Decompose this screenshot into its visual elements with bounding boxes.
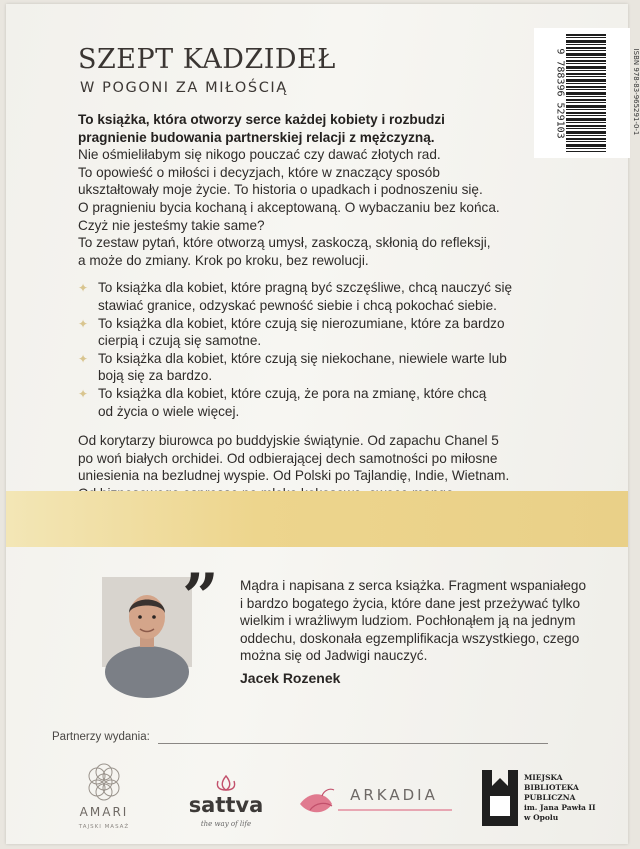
testimonial-quote [240,577,610,665]
lead-line: To książka, która otworzy serce każdej kobiety i rozbudzi [78,112,445,127]
star-bullet-icon: ✦ [78,386,89,401]
quote-line: Mądra i napisana z serca książka. Fragment wspaniałego [240,578,587,593]
list-item-line: od życia o wiele więcej. [98,403,240,419]
sattva-name: sattva [188,793,264,817]
library-line: im. Jana Pawła II [524,803,596,812]
list-item-line: To książka dla kobiet, które czują, że pora na zmianę, które chcą [98,385,487,401]
arkadia-name: ARKADIA [350,786,438,804]
list-item-line: cierpią i czują się samotne. [98,333,262,349]
list-item [78,350,558,385]
book-title: SZEPT KADZIDEŁ [78,44,336,75]
intro-line: O pragnieniu bycia kochaną i akceptowaną. O wybaczaniu bez końca. [78,199,500,215]
intro-line: a może do zmiany. Krok po kroku, bez rewolucji. [78,252,369,268]
barcode-bars [566,34,606,152]
list-item-line: To książka dla kobiet, które czują się nierozumiane, które za bardzo [98,315,505,331]
journey-line: Od korytarzy biurowca po buddyjskie świątynie. Od zapachu Chanel 5 [78,433,499,449]
library-line: w Opolu [524,813,559,822]
library-line: MIEJSKA [524,773,563,782]
quote-line: można się od Jadwigi nauczyć. [240,648,428,664]
sattva-tagline: the way of life [200,820,252,828]
list-item-line: stawiać granice, odzyskać pewność siebie i chcą pokochać siebie. [98,297,497,313]
list-item [78,315,558,350]
intro-line: Czyż nie jesteśmy takie same? [78,217,265,233]
amari-name: AMARI [79,805,129,819]
author-photo [102,577,192,667]
isbn-label: ISBN 978-83-965291-0-1 [632,48,640,136]
quote-line: wielkim i wrażliwym ludziom. Pochłonąłem ją na jednym [240,613,576,629]
journey-line: po woń białych orchidei. Od odbierającej dech samotności po miłosne [78,450,498,466]
list-item [78,279,558,314]
amari-tagline: TAJSKI MASAŻ [78,824,130,830]
intro-line: Nie ośmieliłabym się nikogo pouczać czy dawać złotych rad. [78,147,441,163]
library-line: BIBLIOTEKA [524,783,579,792]
decorative-band [6,491,628,547]
list-item-line: boją się za bardzo. [98,368,213,384]
partners-label: Partnerzy wydania: [52,731,150,743]
quote-line: i bardzo bogatego życia, które dane jest przeżywać tylko [240,595,581,611]
star-bullet-icon: ✦ [78,316,89,331]
list-item-line: To książka dla kobiet, które pragną być szczęśliwe, chcą nauczyć się [98,280,513,296]
audience-list [78,279,558,420]
intro-line: ukształtowały moje życie. To historia o upadkach i podnoszeniu się. [78,182,483,198]
sattva-logo [176,772,276,832]
description [78,111,558,520]
arkadia-logo [296,780,456,824]
quote-icon: ” [182,560,219,635]
star-bullet-icon: ✦ [78,281,89,296]
list-item-line: To książka dla kobiet, które czują się niekochane, niewiele warte lub [98,350,507,366]
lead-line: pragnienie budowania partnerskiej relacji z mężczyzną. [78,129,435,145]
quote-line: oddechu, doskonała egzemplifikacja wszystkiego, czego [240,630,580,646]
amari-logo [66,762,142,832]
intro-line: To opowieść o miłości i decyzjach, które w znaczący sposób [78,164,440,180]
book-subtitle: W POGONI ZA MIŁOŚCIĄ [80,80,288,96]
library-logo [480,766,600,830]
intro-line: To zestaw pytań, które otworzą umysł, zaskoczą, skłonią do refleksji, [78,235,491,251]
list-item [78,385,558,420]
journey-line: uniesienia na bezludnej wyspie. Od Polski po Tajlandię, Indie, Wietnam. [78,468,510,484]
barcode-number: 9 788396 529103 [554,48,566,139]
partners-divider [158,743,548,744]
star-bullet-icon: ✦ [78,351,89,366]
library-line: PUBLICZNA [524,793,576,802]
book-back-cover [6,4,640,844]
testimonial-author: Jacek Rozenek [240,670,341,686]
